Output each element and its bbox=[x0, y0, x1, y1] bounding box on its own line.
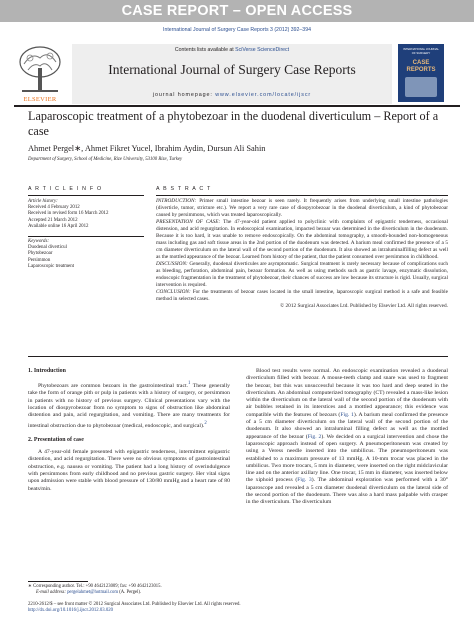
keyword: Phytobezoar bbox=[28, 251, 53, 257]
journal-title: International Journal of Surgery Case Reports bbox=[108, 62, 356, 77]
abstract-heading: A B S T R A C T bbox=[156, 186, 212, 192]
body-right-column bbox=[246, 368, 448, 507]
corresponding-author-footnote bbox=[28, 584, 230, 596]
elsevier-logo[interactable] bbox=[14, 44, 66, 104]
abstract-copyright: © 2012 Surgical Associates Ltd. Published by Elsevier Ltd. All rights reserved. bbox=[280, 303, 448, 310]
case-text-b: ). A barium meal confirmed the presence of a 5 cm diameter diverticulum on the lateral wall of the second portion of the duodenum. It also showed an intraluminal filling defect as well as the mottled appearance of the bezoar ( bbox=[246, 411, 449, 440]
history-item: Received in revised form 16 March 2012 bbox=[28, 211, 109, 217]
case-text-a: Blood test results were normal. An endoscopic examination revealed a duodenal diverticulum filled with bezoar. A mouse-teeth clamp and snare was used to fragment the bezoar, but this was unsuccessful because it was too hard and deep seated in the diverticulum. An abdominal computerized tomography (CT) revealed a mass-like lesion within the diverticulum on the lateral wall of the second portion of the duodenum with air bubbles retained in its interstices and a mottled appearance; this evidence was compatible with the features of bezoars ( bbox=[246, 368, 448, 418]
email-label: E-mail address: bbox=[36, 590, 68, 595]
homepage-prefix: journal homepage: bbox=[152, 92, 216, 98]
section-heading-introduction: 1. Introduction bbox=[28, 368, 66, 374]
keyword: Duodenal diverticul bbox=[28, 245, 67, 251]
abstract-presentation bbox=[156, 219, 448, 261]
masthead-divider bbox=[14, 105, 460, 107]
abstract-conc-label: CONCLUSION: bbox=[156, 289, 191, 296]
journal-citation[interactable]: International Journal of Surgery Case Reports 3 (2012) 392–394 bbox=[163, 27, 311, 33]
journal-header-box bbox=[72, 44, 392, 104]
homepage-link[interactable]: www.elsevier.com/locate/ijscr bbox=[215, 92, 312, 98]
intro-text-a: Phytobezoars are common bezoars in the gastrointestinal tract. bbox=[38, 383, 188, 390]
case-paragraph bbox=[246, 368, 448, 507]
footnote-rule bbox=[28, 581, 88, 582]
reference-link[interactable]: 1 bbox=[187, 381, 191, 387]
abstract-disc-label: DISCUSSION: bbox=[156, 261, 188, 268]
abstract-disc-text: Generally, duodenal diverticules are asymptomatic. Surgical treatment is rarely necessary because of complications such as bleeding, perforation, abdominal pain, bezoar formation. As well as using methods such as gastric lavage, enzymatic dissolution, endoscopic fragmentation in the treatment of phytobezoar, their chances of success are low because its structure is rigid. Usually, surgical intervention is required. bbox=[156, 261, 448, 289]
article-info-heading: A R T I C L E I N F O bbox=[28, 186, 103, 192]
introduction-paragraph bbox=[28, 380, 230, 430]
case-text-d: ). The abdominal exploration was performed with a 30° laparoscope and revealed a 5 cm diameter duodenal diverticulum on the lateral side of the second portion of the duodenum. There was also a hard mass palpable with crasper in the diverticulum. The diverticulum bbox=[246, 477, 448, 506]
reference-link[interactable]: 2 bbox=[204, 420, 207, 426]
sciencedirect-link[interactable]: SciVerse ScienceDirect bbox=[235, 47, 290, 53]
history-item: Received 4 February 2012 bbox=[28, 205, 80, 211]
doi-link[interactable]: http://dx.doi.org/10.1016/j.ijscr.2012.03.020 bbox=[28, 608, 114, 614]
history-item: Accepted 21 March 2012 bbox=[28, 217, 78, 223]
cover-title: CASE REPORTS bbox=[406, 60, 436, 73]
abstract-discussion bbox=[156, 261, 448, 289]
abstract-rule-top bbox=[156, 195, 448, 196]
keywords-label: Keywords: bbox=[28, 239, 50, 244]
journal-masthead bbox=[14, 44, 460, 104]
section-heading-presentation: 2. Presentation of case bbox=[28, 436, 84, 443]
article-history bbox=[28, 199, 108, 230]
footnote-contact: ∗ Corresponding author. Tel.: +90 4642123009; fax: +90 4642123015. bbox=[28, 584, 162, 589]
info-rule-mid bbox=[28, 236, 144, 237]
presentation-paragraph: A 47-year-old female presented with epigastric tenderness, intermittent epigastric distention, and acid regurgitation. There were no obvious symptoms of gastrointestinal obstruction, e.g. nausea or vomiting. The patient had a long history of overindulgence with persimmons from early childhood and no previous gastric surgery. Her vital signs upon admission were stable with blood pressure of 130/80 mmHg and a heart rate of 80 beats/min. bbox=[28, 449, 230, 492]
body-left-column bbox=[28, 368, 230, 493]
footnote-email-line bbox=[28, 590, 230, 596]
journal-cover-thumbnail[interactable] bbox=[398, 44, 444, 102]
abstract-body bbox=[156, 198, 448, 310]
open-access-banner: CASE REPORT – OPEN ACCESS bbox=[0, 0, 474, 22]
history-label: Article history: bbox=[28, 199, 58, 204]
abstract-introduction bbox=[156, 198, 448, 219]
abstract-conc-text: For the treatments of bezoar cases located in the small intestine, laparoscopic surgical method is a safe and feasible method in selected cases. bbox=[156, 289, 449, 303]
front-matter-notice: 2210-2612/$ – see front matter © 2012 Surgical Associates Ltd. Published by Elsevier Ltd. All rights reserved. bbox=[28, 602, 241, 607]
abstract-conclusion bbox=[156, 289, 448, 303]
contents-availability bbox=[72, 47, 392, 53]
intro-text-b: These generally take the form of orange pith or pulp in patients with a history of surgery, or persimmon in patients with no history of previous surgery. Clinical presentations vary with the location of diospyrobezoar from no symptom to signs of obstruction like abdominal distention and pain, acid regurgitation, and vomiting. There are many treatments for intestinal obstruction due to phytobezoar (medical, endoscopic, and surgical). bbox=[28, 383, 230, 429]
case-text-c: ). We decided on a surgical intervention and chose the laparoscopic approach instead of open surgery. A pneumoperitoneum was created by using a Veress needle inserted into the umbilicus. The pneumoperitoneum was established to a maximum pressure of 13 mmHg. A 10-mm trocar was placed in the umbilicus. Two more trocars, 5 mm in diameter, were inserted on the right midclavicular line and on the anterior axillary line. One trocar, 15 mm in diameter, was inserted below the xiphoid process ( bbox=[246, 433, 449, 484]
history-item: Available online 16 April 2012 bbox=[28, 223, 89, 229]
email-suffix: (A. Pergel). bbox=[118, 590, 142, 595]
article-title: Laparoscopic treatment of a phytobezoar in the duodenal diverticulum – Report of a case bbox=[28, 109, 439, 138]
abstract-intro-label: INTRODUCTION: bbox=[156, 198, 197, 204]
abstract-pres-label: PRESENTATION OF CASE: bbox=[156, 219, 221, 226]
abstract-rule-bottom bbox=[28, 356, 448, 357]
cover-header: INTERNATIONAL JOURNAL OF SURGERY bbox=[403, 47, 439, 55]
keyword: Persimmon bbox=[28, 257, 51, 263]
journal-homepage bbox=[72, 92, 392, 98]
keywords-block bbox=[28, 239, 74, 270]
contents-prefix: Contents lists available at bbox=[174, 47, 236, 53]
cover-image bbox=[405, 77, 437, 97]
author-affiliation: Department of Surgery, School of Medicine, Rize University, 53100 Rize, Turkey bbox=[28, 157, 183, 162]
email-link[interactable]: pergelahmet@hotmail.com bbox=[67, 590, 119, 595]
figure-2-link[interactable]: Fig. 2 bbox=[307, 433, 322, 440]
info-rule-top bbox=[28, 195, 144, 196]
abstract-intro-text: Primer small intestine bezoar is seen rarely. It frequently arises from underlying small intestine pathologies (diverticle, tumor, stricture etc.). We report a very rare case of diospyrobezoar in the duodenal diverticulum, a kind of phytobezoar caused by persimmons, which was treated laparoscopically. bbox=[156, 198, 448, 219]
publisher-name: ELSEVIER bbox=[23, 96, 57, 103]
issn-line bbox=[28, 602, 448, 615]
article-authors[interactable]: Ahmet Pergel∗, Ahmet Fikret Yucel, Ibrahim Aydin, Dursun Ali Sahin bbox=[28, 144, 266, 153]
figure-1-link[interactable]: Fig. 1 bbox=[340, 411, 354, 418]
elsevier-tree-icon bbox=[14, 44, 66, 96]
figure-3-link[interactable]: Fig. 3 bbox=[297, 477, 312, 484]
abstract-pres-text: The 47-year-old patient applied to polyclinic with complaints of epigastric tenderness, occasional distension, and acid regurgitation. In endoscopical examination, impacted bezoar was determined in the diverticulum in the duodenum. Because it is too hard, it was unable to remove endoscopically. On the abdominal tomography, a smooth-bounded non-homogeneous mass including gas and soft tissue areas in the 2nd portion of the duodenum was detected. A barium meal confirmed the presence of a 5 cm diameter diverticulum on the lateral wall of the second portion of the duodenum. It also showed an intraluminalfilling defect as well as the mottled appearance of the bezoar. Learned from history of the patient, that the patient consumed over persimmon in childhood. bbox=[156, 219, 448, 261]
keyword: Laparoscopic treatment bbox=[28, 263, 75, 269]
